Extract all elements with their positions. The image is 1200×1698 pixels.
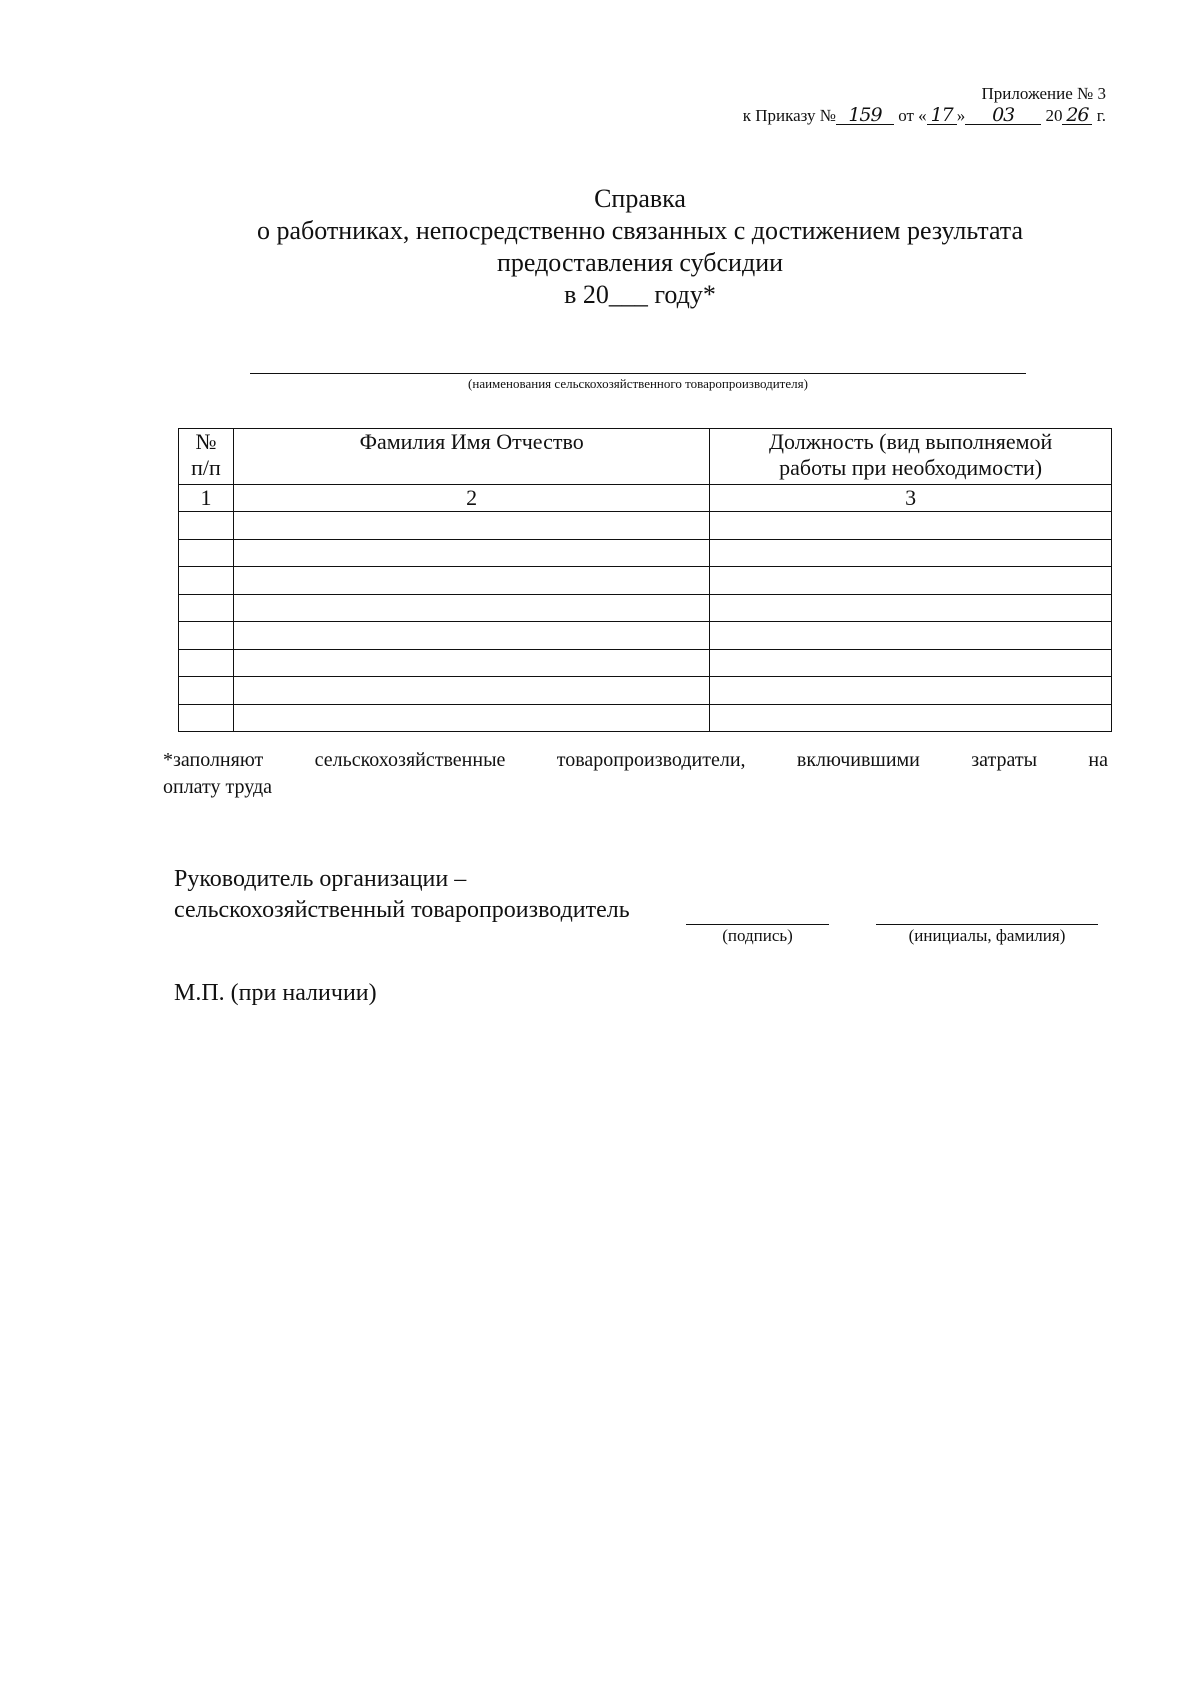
cell-number[interactable] — [179, 622, 234, 650]
signature-role-line-1: Руководитель организации – — [174, 866, 467, 892]
table-row — [179, 677, 1112, 705]
header-full-name: Фамилия Имя Отчество — [233, 429, 709, 485]
table-row — [179, 704, 1112, 732]
name-field-line[interactable] — [876, 924, 1098, 925]
cell-position[interactable] — [710, 649, 1112, 677]
date-month: 03 — [965, 106, 1041, 125]
cell-full-name[interactable] — [233, 704, 709, 732]
cell-position[interactable] — [710, 704, 1112, 732]
order-reference-line — [743, 105, 1106, 127]
cell-full-name[interactable] — [233, 622, 709, 650]
cell-number[interactable] — [179, 649, 234, 677]
footnote-line-2: оплату труда — [163, 776, 273, 798]
year-end: г. — [1096, 106, 1106, 125]
order-prefix: к Приказу № — [742, 106, 836, 125]
employees-table — [178, 428, 1112, 732]
column-number-2: 2 — [233, 485, 709, 512]
cell-position[interactable] — [710, 677, 1112, 705]
cell-full-name[interactable] — [233, 649, 709, 677]
header-position: Должность (вид выполняемой работы при необходимости) — [710, 429, 1112, 485]
date-day: 17 — [927, 106, 957, 125]
cell-number[interactable] — [179, 567, 234, 595]
cell-number[interactable] — [179, 594, 234, 622]
date-prefix: от « — [898, 106, 927, 125]
cell-position[interactable] — [710, 594, 1112, 622]
cell-full-name[interactable] — [233, 594, 709, 622]
table-row — [179, 622, 1112, 650]
date-separator: » — [956, 106, 966, 125]
year-suffix: 26 — [1062, 106, 1092, 125]
title-line-1: Справка — [594, 184, 686, 213]
signature-role-line-2: сельскохозяйственный товаропроизводитель — [174, 897, 630, 923]
signature-caption: (подпись) — [722, 926, 793, 945]
table-row — [179, 567, 1112, 595]
signature-block — [174, 864, 630, 926]
table-column-numbers-row — [179, 485, 1112, 512]
title-line-3: предоставления субсидии — [496, 248, 784, 277]
table-row — [179, 649, 1112, 677]
year-prefix: 20 — [1045, 106, 1063, 125]
organization-caption: (наименования сельскохозяйственного товаропроизводителя) — [468, 376, 808, 391]
cell-full-name[interactable] — [233, 567, 709, 595]
cell-full-name[interactable] — [233, 677, 709, 705]
table-row — [179, 512, 1112, 540]
appendix-label: Приложение № 3 — [981, 84, 1106, 103]
organization-name-line — [250, 373, 1026, 374]
cell-position[interactable] — [710, 622, 1112, 650]
cell-number[interactable] — [179, 704, 234, 732]
title-line-4: в 20___ году* — [564, 280, 716, 309]
cell-full-name[interactable] — [233, 512, 709, 540]
cell-number[interactable] — [179, 677, 234, 705]
header-number: № п/п — [179, 429, 234, 485]
cell-full-name[interactable] — [233, 539, 709, 567]
column-number-3: 3 — [710, 485, 1112, 512]
cell-number[interactable] — [179, 539, 234, 567]
stamp-place: М.П. (при наличии) — [174, 980, 377, 1006]
order-number: 159 — [836, 106, 894, 125]
cell-position[interactable] — [710, 567, 1112, 595]
document-title — [0, 183, 1200, 311]
cell-position[interactable] — [710, 512, 1112, 540]
table-row — [179, 539, 1112, 567]
cell-position[interactable] — [710, 539, 1112, 567]
title-line-2: о работниках, непосредственно связанных с достижением результата — [256, 216, 1024, 245]
column-number-1: 1 — [179, 485, 234, 512]
cell-number[interactable] — [179, 512, 234, 540]
table-header-row — [179, 429, 1112, 485]
footnote-line-1: *заполняют сельскохозяйственные товаропроизводители, включившими затраты на — [163, 749, 1108, 771]
table-row — [179, 594, 1112, 622]
signature-field-line[interactable] — [686, 924, 829, 925]
appendix-reference — [743, 83, 1106, 127]
name-caption: (инициалы, фамилия) — [908, 926, 1066, 945]
